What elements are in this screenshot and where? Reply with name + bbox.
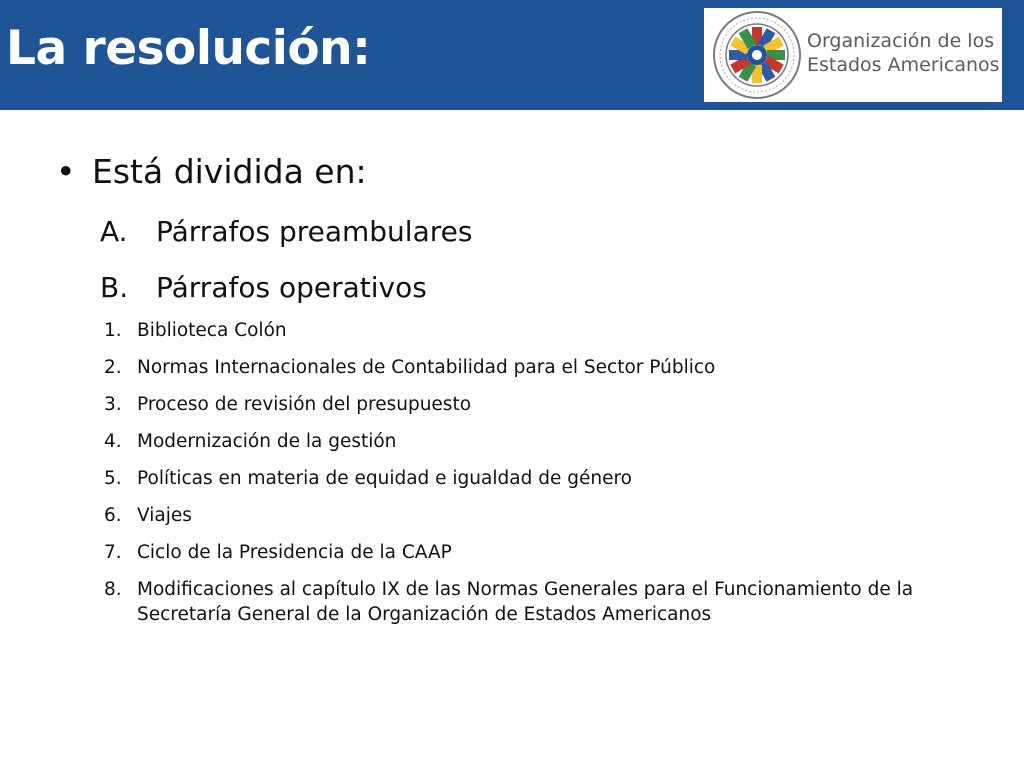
list-text: Proceso de revisión del presupuesto [137, 394, 472, 415]
intro-text: Está dividida en: [92, 152, 367, 191]
slide-title: La resolución: [6, 21, 371, 76]
org-name [807, 29, 1000, 77]
letter-text: Párrafos preambulares [156, 215, 473, 248]
letter-marker: A. [100, 215, 128, 248]
intro-bullet [56, 147, 367, 197]
list-text: Modificaciones al capítulo IX de las Normas Generales para el Funcionamiento de la Secretaría General de la Organización de Estados Americanos [137, 579, 914, 625]
bullet-icon: • [56, 152, 76, 191]
list-number: 2. [104, 357, 122, 378]
list-text: Viajes [137, 505, 192, 526]
list-text: Modernización de la gestión [137, 431, 397, 452]
list-number: 6. [104, 505, 122, 526]
letter-item-b [100, 268, 427, 308]
list-text: Políticas en materia de equidad e igualdad de género [137, 468, 632, 489]
numbered-list [104, 318, 1004, 639]
list-number: 4. [104, 431, 122, 452]
org-name-line-2: Estados Americanos [807, 54, 1000, 76]
list-item [104, 466, 1004, 491]
list-item [104, 540, 1004, 565]
title-bar [0, 0, 1024, 110]
letter-marker: B. [100, 271, 129, 304]
list-item [104, 577, 1004, 627]
list-number: 1. [104, 320, 122, 341]
oas-logo [704, 8, 1002, 102]
list-text: Biblioteca Colón [137, 320, 287, 341]
letter-item-a [100, 212, 472, 252]
list-text: Normas Internacionales de Contabilidad para el Sector Público [137, 357, 716, 378]
list-number: 3. [104, 394, 122, 415]
list-item [104, 392, 1004, 417]
list-number: 7. [104, 542, 122, 563]
list-item [104, 503, 1004, 528]
list-text: Ciclo de la Presidencia de la CAAP [137, 542, 452, 563]
list-item [104, 318, 1004, 343]
list-item [104, 429, 1004, 454]
oas-seal-icon [712, 10, 802, 100]
org-name-line-1: Organización de los [807, 30, 995, 52]
list-number: 8. [104, 579, 122, 600]
list-number: 5. [104, 468, 122, 489]
list-item [104, 355, 1004, 380]
letter-text: Párrafos operativos [156, 271, 427, 304]
